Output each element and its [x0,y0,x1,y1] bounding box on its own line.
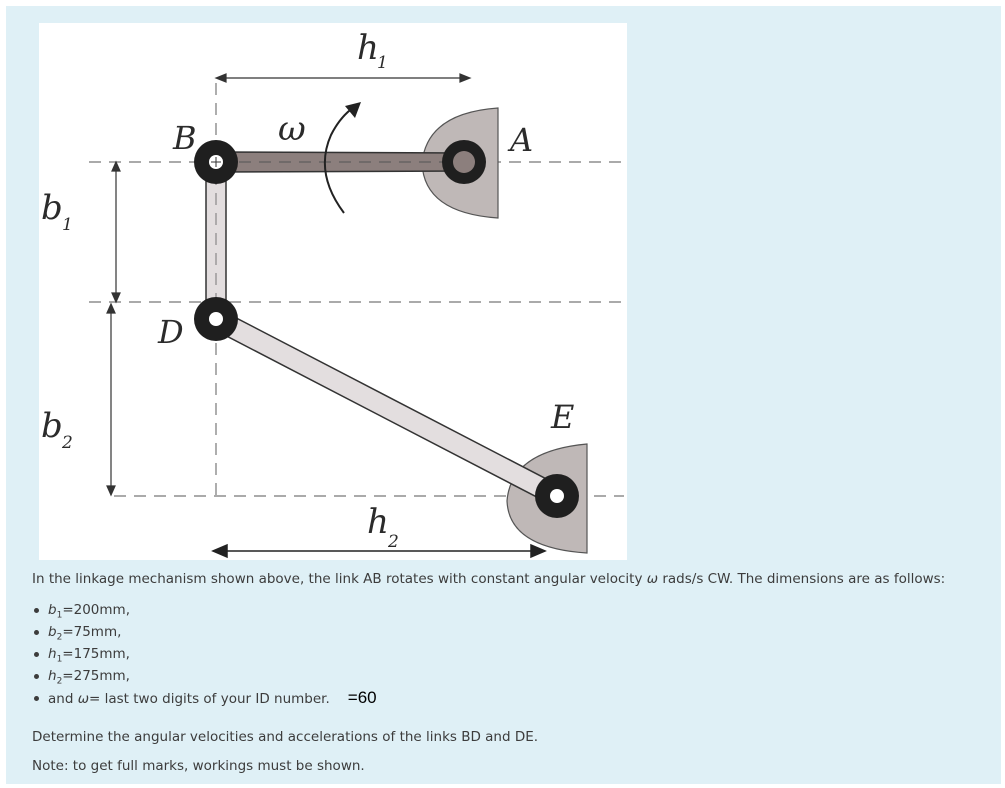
reference-lines [89,83,624,503]
h2-subscript: 2 [388,532,399,552]
b2-dimension [107,304,115,495]
link-de [216,319,557,496]
dim-var: b [48,624,57,640]
note-statement: Note: to get full marks, workings must be shown. [32,758,365,774]
intro-after: rads/s CW. The dimensions are as follows: [658,571,946,587]
h1-dimension [216,74,470,82]
omega-label: ω [278,109,306,149]
pin-a [442,140,486,184]
intro-paragraph [32,569,992,589]
b1-dimension [112,162,120,302]
dim-sub: 1 [56,654,63,665]
b1-subscript: 1 [62,215,73,235]
b1-label: b [41,188,63,228]
dim-var: h [48,668,57,684]
h1-label: h [357,28,379,68]
point-e-label: E [551,398,575,436]
dim-value: =275mm, [62,668,130,684]
pin-e [535,474,579,518]
pin-b [194,140,238,184]
pin-d [194,297,238,341]
dim-sub: 2 [56,632,63,643]
dim-value: =175mm, [62,646,130,662]
omega-symbol: ω [77,691,90,707]
h2-label: h [367,502,389,542]
question-text [32,569,992,776]
b2-subscript: 2 [62,433,73,453]
h2-dimension [213,545,545,557]
linkage-diagram [39,23,627,560]
list-item [32,687,992,709]
list-item [32,621,992,643]
h1-subscript: 1 [377,53,388,73]
question-panel [6,6,1001,784]
task-statement: Determine the angular velocities and accelerations of the links BD and DE. [32,729,539,745]
point-d-label: D [158,313,184,351]
omega-prefix: and [48,691,78,707]
point-b-label: B [173,119,197,157]
dim-sub: 2 [56,676,63,687]
list-item [32,599,992,621]
dim-value: =200mm, [62,602,130,618]
list-item [32,665,992,687]
point-a-label: A [510,121,534,159]
omega-description: = last two digits of your ID number. [89,691,330,707]
dim-var: h [48,646,57,662]
dim-value: =75mm, [62,624,122,640]
omega-symbol: ω [646,571,659,587]
intro-before: In the linkage mechanism shown above, the link AB rotates with constant angular velocity [32,571,647,587]
mechanism-figure [39,23,627,560]
omega-arrowhead [345,102,361,118]
dim-var: b [48,602,57,618]
b2-label: b [41,406,63,446]
dimension-list [32,599,992,709]
dim-sub: 1 [56,610,63,621]
list-item [32,643,992,665]
answer-value: =60 [347,688,377,707]
